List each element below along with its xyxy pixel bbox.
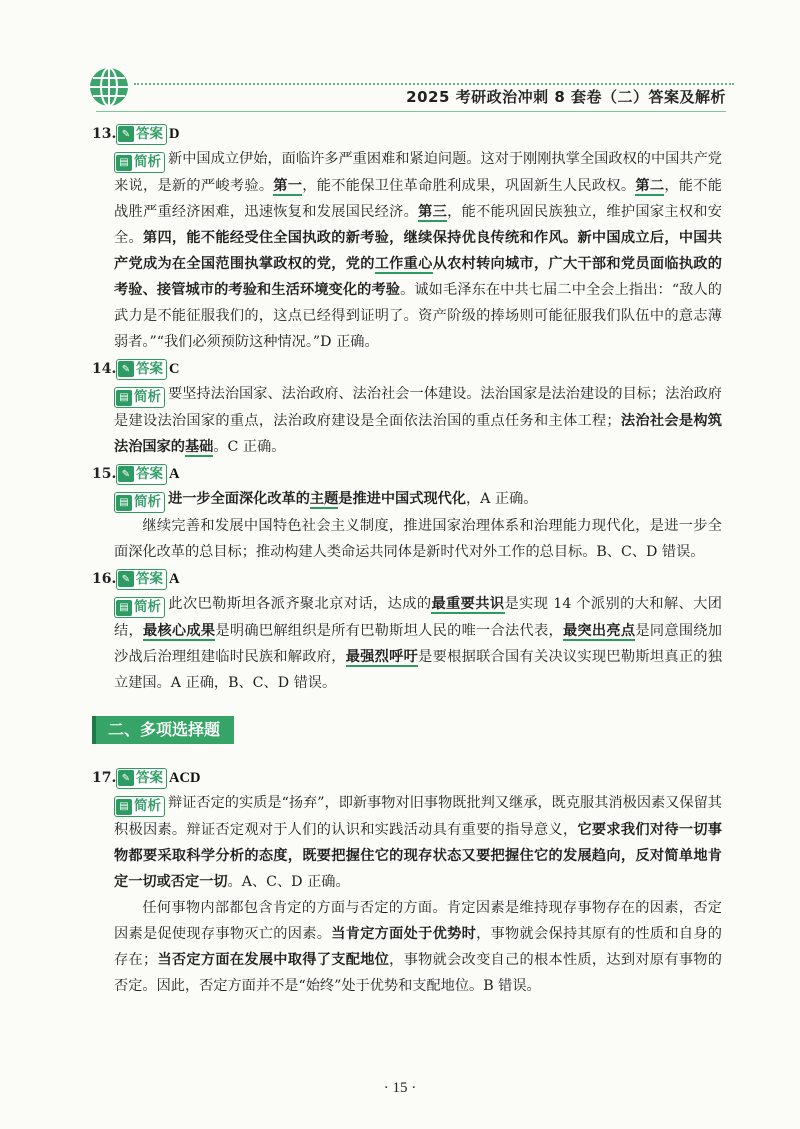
header-rule (96, 111, 726, 112)
book-icon: ▤ (116, 799, 132, 815)
page-content (92, 120, 722, 999)
analysis-badge: ▤ 简析 (114, 796, 165, 817)
question-15-paragraph-2: 继续完善和发展中国特色社会主义制度，推进国家治理体系和治理能力现代化，是进一步全面深化改革的总目标；推动构建人类命运共同体是新时代对外工作的总目标。B、C、D 错误。 (114, 518, 722, 560)
answer-value: A (169, 465, 180, 482)
answer-value: C (169, 360, 180, 377)
question-number: 14. (92, 361, 117, 377)
section-heading: 二、多项选择题 (92, 716, 234, 744)
page-number: · 15 · (383, 1080, 417, 1096)
question-16-answer-line (92, 567, 722, 591)
header-dotted-line (134, 83, 734, 85)
question-17-paragraph-2: 任何事物内部都包含肯定的方面与否定的方面。肯定因素是维持现存事物存在的因素，否定因素是促使现存事物灭亡的因素。当肯定方面处于优势时，事物就会保持其原有的性质和自身的存在；当否定方面在发展中取得了支配地位，事物就会改变自己的根本性质，达到对原有事物的否定。因此，否定方面并不是“始终”处于优势和支配地位。B 错误。 (114, 900, 722, 994)
pencil-icon: ✎ (118, 361, 134, 377)
answer-value: A (169, 570, 180, 587)
book-icon: ▤ (116, 495, 132, 511)
pencil-icon: ✎ (118, 126, 134, 142)
answer-badge: ✎ 答案 (116, 359, 167, 380)
answer-badge: ✎ 答案 (116, 569, 167, 590)
question-13-analysis: ▤ 简析 新中国成立伊始，面临许多严重困难和紧迫问题。这对于刚刚执掌全国政权的中国共产党来说，是新的严峻考验。第一，能不能保卫住革命胜利成果，巩固新生人民政权。第二，能不能战胜严重经济困难，迅速恢复和发展国民经济。第三，能不能巩固民族独立，维护国家主权和安全。第四，能不能经受住全国执政的新考验，继续保持优良传统和作风。新中国成立后，中国共产党成为在全国范围执掌政权的党，党的工作重心从农村转向城市，广大干部和党员面临执政的考验、接管城市的考验和生活环境变化的考验。诚如毛泽东在中共七届二中全会上指出：“敌人的武力是不能征服我们的，这点已经得到证明了。资产阶级的捧场则可能征服我们队伍中的意志薄弱者。”“我们必须预防这种情况。”D 正确。 (114, 151, 722, 350)
question-14-analysis: ▤ 简析 要坚持法治国家、法治政府、法治社会一体建设。法治国家是法治建设的目标；法治政府是建设法治国家的重点，法治政府建设是全面依法治国的重点任务和主体工程；法治社会是构筑法治国家的基础。C 正确。 (114, 386, 722, 455)
analysis-badge: ▤ 简析 (114, 387, 165, 408)
question-15-analysis: ▤ 简析 进一步全面深化改革的主题是推进中国式现代化，A 正确。 (92, 486, 722, 513)
analysis-badge: ▤ 简析 (114, 492, 165, 513)
question-number: 15. (92, 466, 117, 482)
question-number: 13. (92, 126, 117, 142)
analysis-badge: ▤ 简析 (114, 597, 165, 618)
question-17-analysis: ▤ 简析 辩证否定的实质是“扬弃”，即新事物对旧事物既批判又继承，既克服其消极因素又保留其积极因素。辩证否定观对于人们的认识和实践活动具有重要的指导意义，它要求我们对待一切事物都要采取科学分析的态度，既要把握住它的现存状态又要把握住它的发展趋向，反对简单地肯定一切或否定一切。A、C、D 正确。 (114, 795, 722, 890)
pencil-icon: ✎ (118, 466, 134, 482)
question-17-answer-line (92, 766, 722, 790)
page-header (0, 0, 800, 120)
answer-badge: ✎ 答案 (116, 768, 167, 789)
book-icon: ▤ (116, 155, 132, 171)
book-icon: ▤ (116, 600, 132, 616)
globe-icon (88, 66, 130, 108)
answer-value: D (169, 125, 180, 142)
answer-badge: ✎ 答案 (116, 124, 167, 145)
book-icon: ▤ (116, 390, 132, 406)
question-14-answer-line (92, 357, 722, 381)
answer-badge: ✎ 答案 (116, 464, 167, 485)
question-15-answer-line (92, 462, 722, 486)
pencil-icon: ✎ (118, 571, 134, 587)
question-number: 16. (92, 571, 117, 587)
answer-value: ACD (169, 769, 201, 786)
analysis-badge: ▤ 简析 (114, 152, 165, 173)
pencil-icon: ✎ (118, 770, 134, 786)
question-number: 17. (92, 770, 117, 786)
question-16-analysis: ▤ 简析 此次巴勒斯坦各派齐聚北京对话，达成的最重要共识是实现 14 个派别的大和解、大团结，最核心成果是明确巴解组织是所有巴勒斯坦人民的唯一合法代表，最突出亮点是同意围绕加沙战后治理组建临时民族和解政府，最强烈呼吁是要根据联合国有关决议实现巴勒斯坦真正的独立建国。A 正确，B、C、D 错误。 (114, 596, 722, 691)
question-13-answer-line (92, 122, 722, 146)
header-title: 2025 考研政治冲刺 8 套卷（二）答案及解析 (406, 88, 726, 106)
